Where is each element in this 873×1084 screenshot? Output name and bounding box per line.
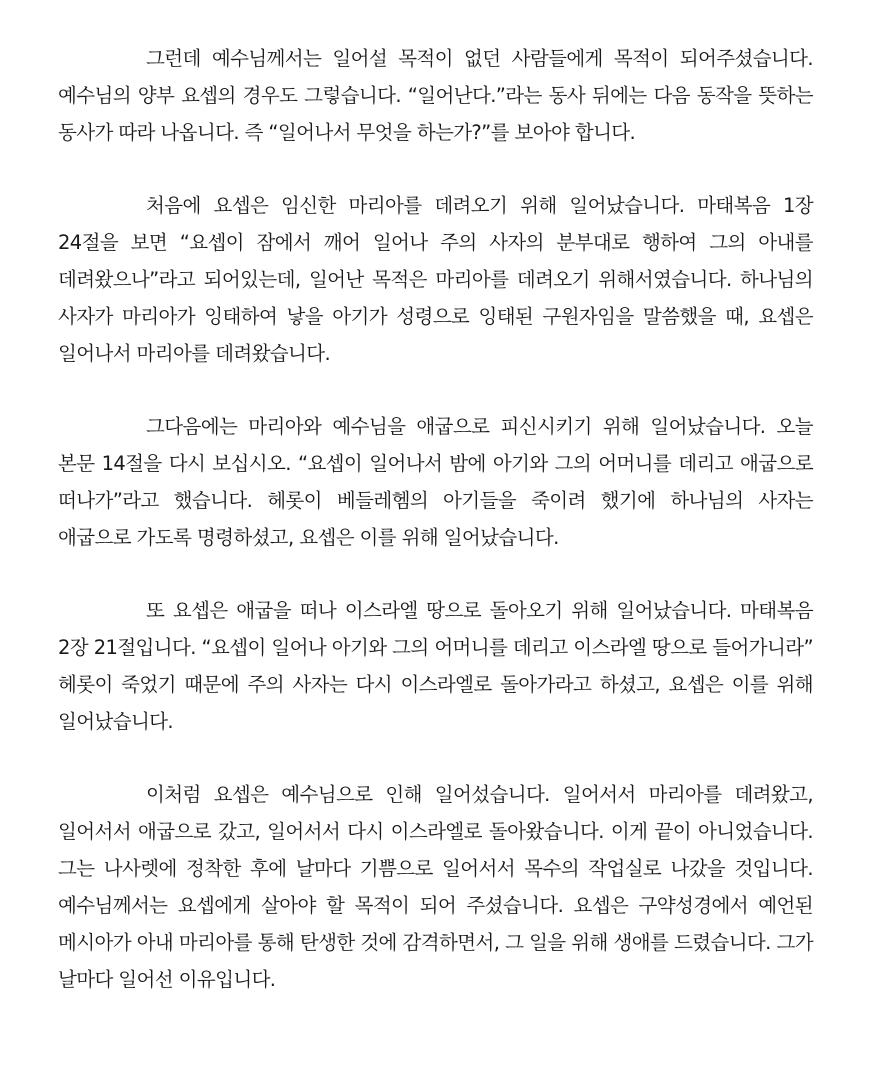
paragraph-2: 처음에 요셉은 임신한 마리아를 데려오기 위해 일어났습니다. 마태복음 1장 24절을 보면 “요셉이 잠에서 깨어 일어나 주의 사자의 분부대로 행하여 그의 아내를 데려왔으나”라고 되어있는데, 일어난 목적은 마리아를 데려오기 위해서였습니다. 하나님의 사자가 마리아가 잉태하여 낳을 아기가 성령으로 잉태된 구원자임을 말씀했을 때, 요셉은 일어나서 마리아를 데려왔습니다. <box>58 194 813 365</box>
paragraph-5: 이처럼 요셉은 예수님으로 인해 일어섰습니다. 일어서서 마리아를 데려왔고, 일어서서 애굽으로 갔고, 일어서서 다시 이스라엘로 돌아왔습니다. 이게 끝이 아니었습니다. 그는 나사렛에 정착한 후에 날마다 기쁨으로 일어서서 목수의 작업실로 나갔을 것입니다. 예수님께서는 요셉에게 살아야 할 목적이 되어 주셨습니다. 요셉은 구약성경에서 예언된 메시아가 아내 마리아를 통해 탄생한 것에 감격하면서, 그 일을 위해 생애를 드렸습니다. 그가 날마다 일어선 이유입니다. <box>58 783 813 991</box>
document-body <box>58 40 813 998</box>
paragraph-4: 또 요셉은 애굽을 떠나 이스라엘 땅으로 돌아오기 위해 일어났습니다. 마태복음 2장 21절입니다. “요셉이 일어나 아기와 그의 어머니를 데리고 이스라엘 땅으로 들어가니라” 헤롯이 죽었기 때문에 주의 사자는 다시 이스라엘로 돌아가라고 하셨고, 요셉은 이를 위해 일어났습니다. <box>58 599 813 733</box>
paragraph-1: 그런데 예수님께서는 일어설 목적이 없던 사람들에게 목적이 되어주셨습니다. 예수님의 양부 요셉의 경우도 그렇습니다. “일어난다.”라는 동사 뒤에는 다음 동작을 뜻하는 동사가 따라 나옵니다. 즉 “일어나서 무엇을 하는가?”를 보아야 합니다. <box>58 47 813 144</box>
paragraph-3: 그다음에는 마리아와 예수님을 애굽으로 피신시키기 위해 일어났습니다. 오늘 본문 14절을 다시 보십시오. “요셉이 일어나서 밤에 아기와 그의 어머니를 데리고 애굽으로 떠나가”라고 했습니다. 헤롯이 베들레헴의 아기들을 죽이려 했기에 하나님의 사자는 애굽으로 가도록 명령하셨고, 요셉은 이를 위해 일어났습니다. <box>58 415 813 549</box>
